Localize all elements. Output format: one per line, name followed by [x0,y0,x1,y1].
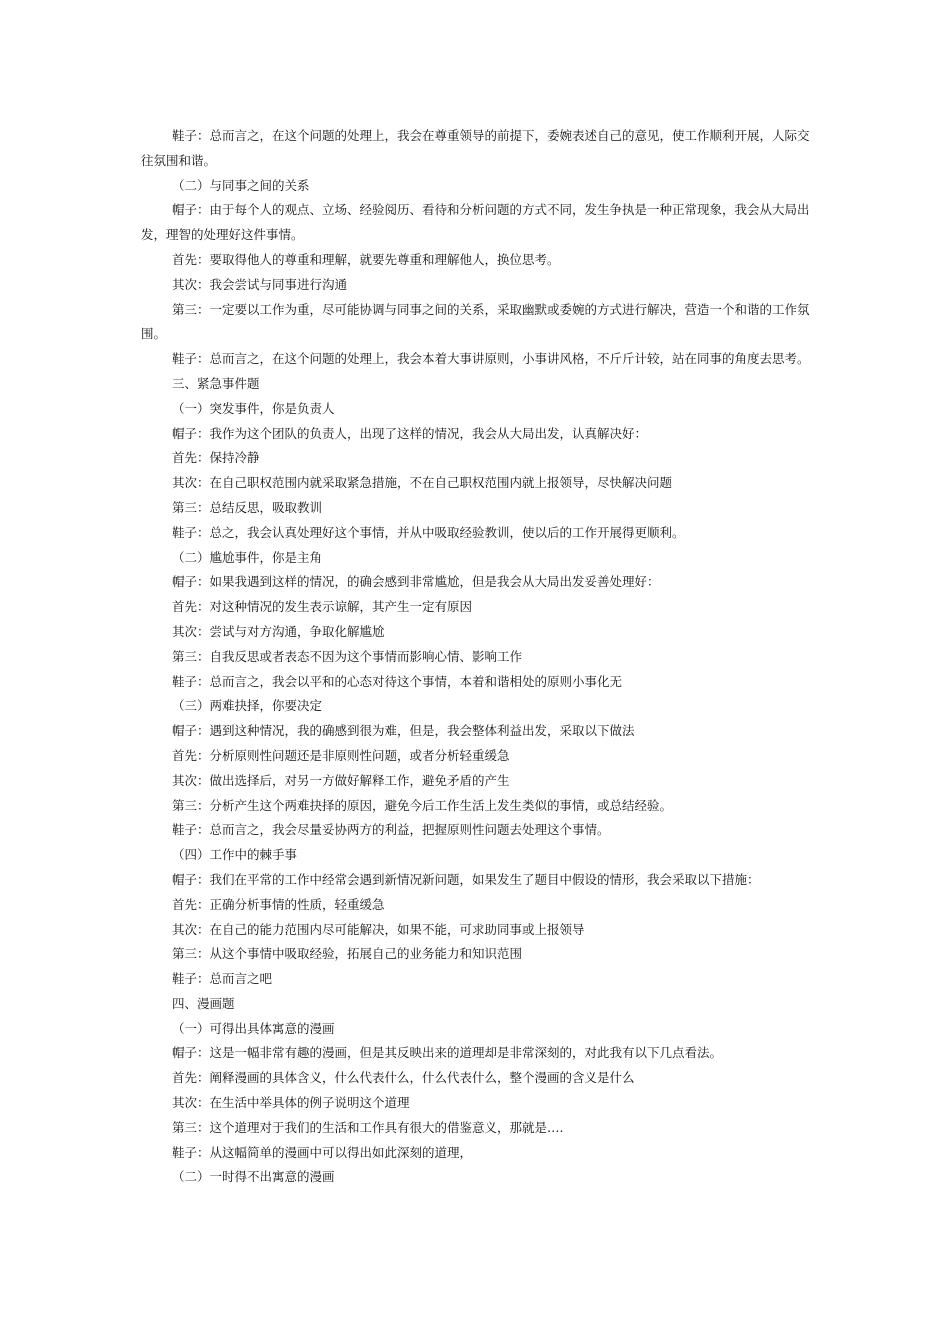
subsection-heading: （二）一时得不出寓意的漫画 [172,1169,335,1185]
paragraph: 其次：尝试与对方沟通，争取化解尴尬 [172,623,385,639]
paragraph: 首先：保持冷静 [172,450,260,466]
paragraph: 其次：在自己的能力范围内尽可能解决，如果不能，可求助同事或上报领导 [172,921,585,937]
paragraph: 帽子：我们在平常的工作中经常会遇到新情况新问题，如果发生了题目中假设的情形，我会采取以下措施： [172,871,760,887]
paragraph: 帽子：这是一幅非常有趣的漫画，但是其反映出来的道理却是非常深刻的，对此我有以下几点看法。 [172,1045,723,1061]
section-heading: （二）与同事之间的关系 [172,177,310,193]
paragraph: 帽子：如果我遇到这样的情况，的确会感到非常尴尬，但是我会从大局出发妥善处理好： [172,574,660,590]
paragraph: 帽子：遇到这种情况，我的确感到很为难，但是，我会整体利益出发，采取以下做法 [172,723,635,739]
paragraph: 鞋子：总而言之，在这个问题的处理上，我会在尊重领导的前提下，委婉表述自己的意见，使工作顺利开展，人际交往氛围和谐。 [141,128,810,168]
paragraph: 第三：自我反思或者表态不因为这个事情而影响心情、影响工作 [172,648,523,664]
paragraph: 首先：分析原则性问题还是非原则性问题，或者分析轻重缓急 [172,747,510,763]
paragraph: 鞋子：总之，我会认真处理好这个事情，并从中吸取经验教训，使以后的工作开展得更顺利。 [172,524,685,540]
paragraph: 其次：在生活中举具体的例子说明这个道理 [172,1095,410,1111]
paragraph: 其次：在自己职权范围内就采取紧急措施，不在自己职权范围内就上报领导，尽快解决问题 [172,475,673,491]
document-body [141,124,811,1190]
paragraph: 鞋子：总而言之，我会尽量妥协两方的利益，把握原则性问题去处理这个事情。 [172,822,610,838]
section-heading: 三、紧急事件题 [172,375,260,391]
paragraph: 首先：要取得他人的尊重和理解，就要先尊重和理解他人，换位思考。 [172,251,560,267]
paragraph: 第三：分析产生这个两难抉择的原因，避免今后工作生活上发生类似的事情，或总结经验。 [172,797,673,813]
paragraph: 第三：一定要以工作为重，尽可能协调与同事之间的关系，采取幽默或委婉的方式进行解决，营造一个和谐的工作氛围。 [141,301,810,342]
subsection-heading: （一）可得出具体寓意的漫画 [172,1020,335,1036]
subsection-heading: （一）突发事件，你是负责人 [172,400,335,416]
paragraph: 首先：对这种情况的发生表示谅解，其产生一定有原因 [172,599,473,615]
paragraph: 首先：正确分析事情的性质，轻重缓急 [172,896,385,912]
paragraph: 鞋子：总而言之，在这个问题的处理上，我会本着大事讲原则，小事讲风格，不斤斤计较，站在同事的角度去思考。 [172,351,810,367]
paragraph: 第三：总结反思，吸取教训 [172,499,323,515]
paragraph: 帽子：由于每个人的观点、立场、经验阅历、看待和分析问题的方式不同，发生争执是一种正常现象，我会从大局出发，理智的处理好这件事情。 [141,202,810,243]
paragraph: 鞋子：从这幅简单的漫画中可以得出如此深刻的道理， [172,1144,473,1160]
subsection-heading: （三）两难抉择，你要决定 [172,698,323,714]
paragraph: 第三：这个道理对于我们的生活和工作具有很大的借鉴意义，那就是…. [172,1119,564,1135]
paragraph: 首先：阐释漫画的具体含义，什么代表什么，什么代表什么，整个漫画的含义是什么 [172,1070,635,1086]
paragraph: 鞋子：总而言之吧 [172,971,273,987]
paragraph: 其次：做出选择后，对另一方做好解释工作，避免矛盾的产生 [172,772,510,788]
paragraph: 帽子：我作为这个团队的负责人，出现了这样的情况，我会从大局出发，认真解决好： [172,425,648,441]
paragraph: 其次：我会尝试与同事进行沟通 [172,276,348,292]
paragraph: 第三：从这个事情中吸取经验，拓展自己的业务能力和知识范围 [172,946,523,962]
subsection-heading: （四）工作中的棘手事 [172,847,298,863]
paragraph: 鞋子：总而言之，我会以平和的心态对待这个事情，本着和谐相处的原则小事化无 [172,673,623,689]
subsection-heading: （二）尴尬事件，你是主角 [172,549,323,565]
section-heading: 四、漫画题 [172,995,235,1011]
